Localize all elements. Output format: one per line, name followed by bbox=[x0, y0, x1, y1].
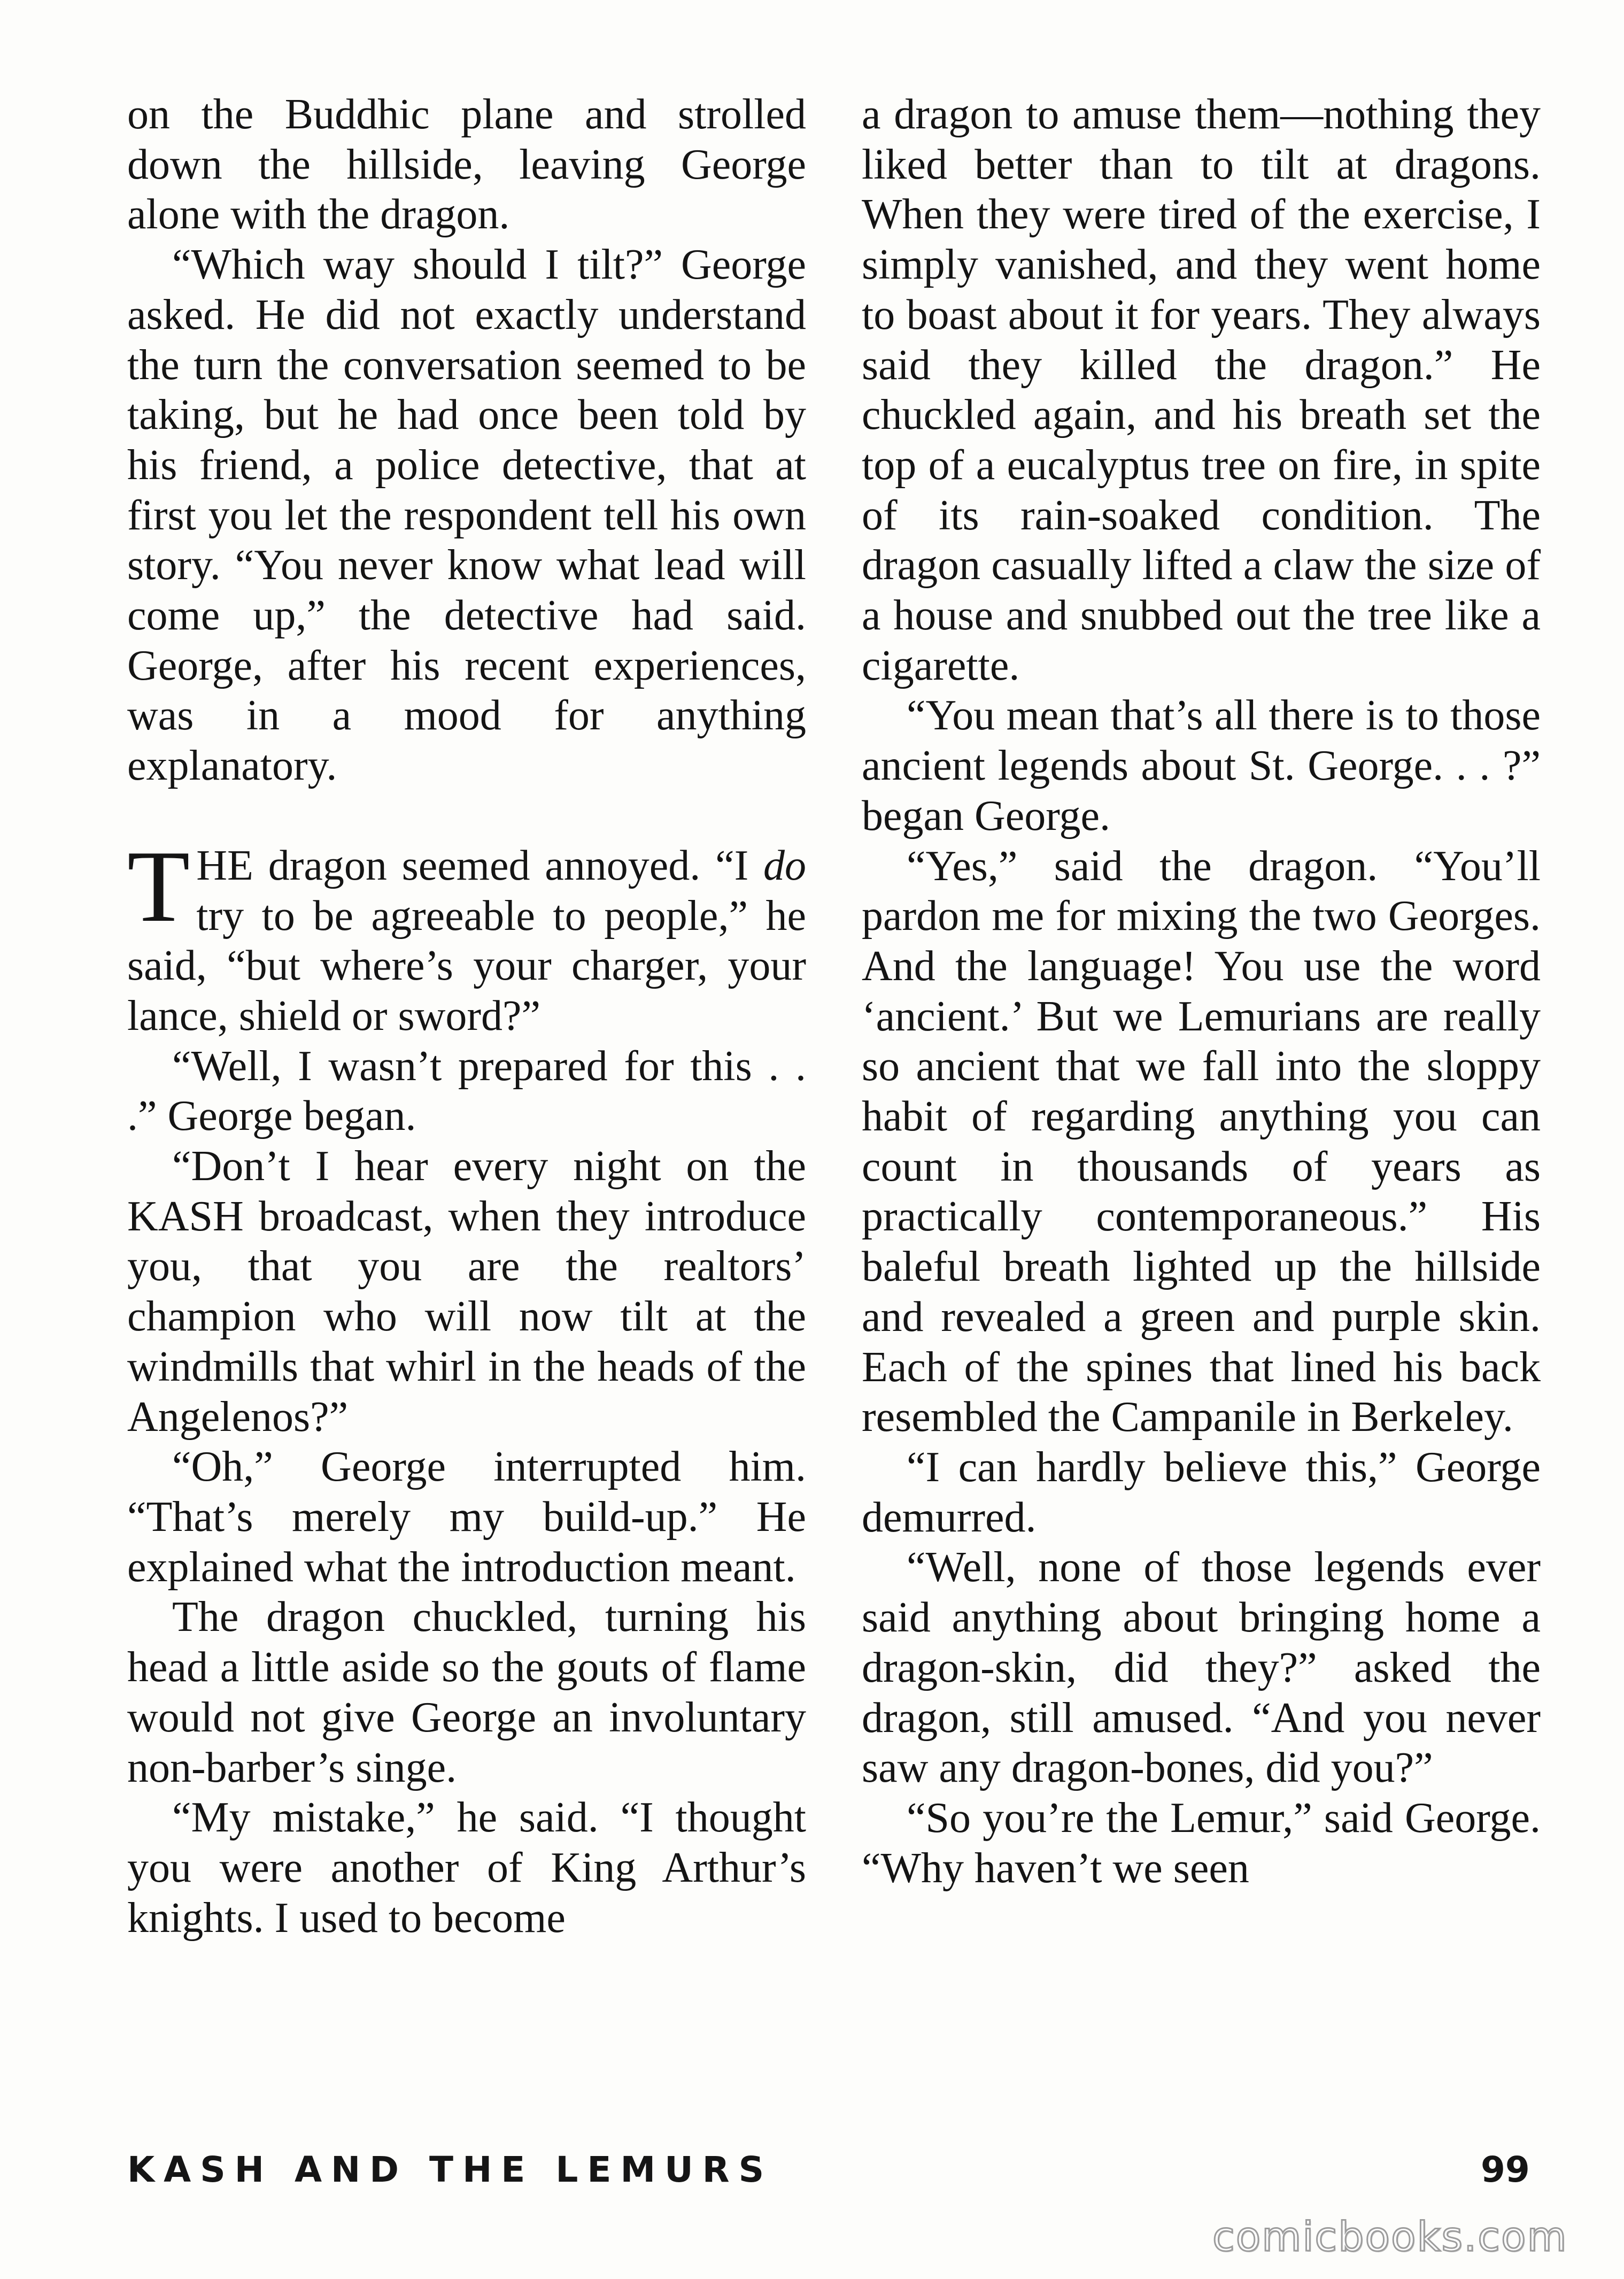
paragraph: “Yes,” said the dragon. “You’ll pardon me for mixing the two Georges. And the language! You use the word ‘ancient.’ But we Lemurians are really so ancient that we fall into the sloppy habit of regarding anything you can count in thousands of years as practically contemporaneous.” His baleful breath lighted up the hillside and revealed a green and purple skin. Each of the spines that lined his back resembled the Campanile in Berkeley. bbox=[862, 842, 1541, 1441]
running-title: KASH AND THE LEMURS bbox=[127, 2149, 774, 2190]
paragraph: “Oh,” George interrupted him. “That’s merely my build-up.” He explained what the introduction meant. bbox=[127, 1443, 806, 1591]
paragraph: “You mean that’s all there is to those ancient legends about St. George. . . ?” began George. bbox=[862, 692, 1541, 840]
paragraph: “Well, I wasn’t prepared for this . . .” George began. bbox=[127, 1042, 806, 1140]
emphasis-text: do bbox=[763, 842, 806, 889]
paragraph: a dragon to amuse them—nothing they liked better than to tilt at dragons. When they were tired of the exercise, I simply vanished, and they went home to boast about it for years. They always said they killed the dragon.” He chuckled again, and his breath set the top of a eucalyptus tree on fire, in spite of its rain-soaked condition. The dragon casually lifted a claw the size of a house and snubbed out the tree like a cigarette. bbox=[862, 91, 1541, 689]
paragraph: “So you’re the Lemur,” said George. “Why haven’t we seen bbox=[862, 1794, 1541, 1892]
section-start-paragraph bbox=[127, 829, 806, 1042]
paragraph: “Well, none of those legends ever said anything about bringing home a dragon-skin, did they?” asked the dragon, still amused. “And you never saw any dragon-bones, did you?” bbox=[862, 1544, 1541, 1792]
paragraph: “I can hardly believe this,” George demurred. bbox=[862, 1443, 1541, 1541]
paragraph: “Don’t I hear every night on the KASH broadcast, when they introduce you, that you are the realtors’ champion who will now tilt at the windmills that whirl in the heads of the Angelenos?” bbox=[127, 1143, 806, 1441]
paragraph: “My mistake,” he said. “I thought you were another of King Arthur’s knights. I used to become bbox=[127, 1794, 806, 1942]
page-number: 99 bbox=[1481, 2149, 1530, 2190]
drop-cap: T bbox=[127, 829, 190, 943]
watermark: comicbooks.com bbox=[1212, 2213, 1568, 2260]
paragraph: on the Buddhic plane and strolled down the hillside, leaving George alone with the dragon. bbox=[127, 91, 806, 238]
text-column-left bbox=[127, 90, 806, 1943]
paragraph: “Which way should I tilt?” George asked. He did not exactly understand the turn the conversation seemed to be taking, but he had once been told by his friend, a police detective, that at first you let the respondent tell his own story. “You never know what lead will come up,” the detective had said. George, after his recent experiences, was in a mood for anything explanatory. bbox=[127, 241, 806, 790]
paragraph-text: dragon seemed annoyed. “I bbox=[253, 842, 763, 889]
paragraph: The dragon chuckled, turning his head a little aside so the gouts of flame would not give George an involuntary non-barber’s singe. bbox=[127, 1593, 806, 1791]
paragraph-text: try to be agreeable to people,” he said, “but where’s your charger, your lance, shield or sword?” bbox=[127, 892, 806, 1040]
lead-in-word: HE bbox=[196, 842, 253, 889]
text-column-right bbox=[862, 90, 1541, 1893]
